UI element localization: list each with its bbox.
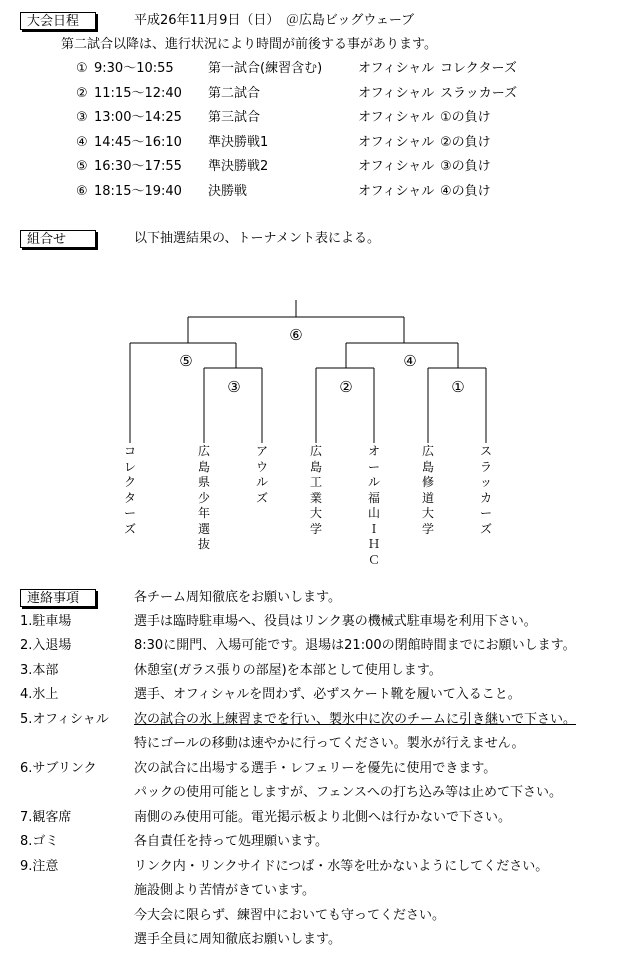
- game-label-5: ⑤: [179, 352, 193, 370]
- note-text: 特にゴールの移動は速やかに行ってください。製氷が行えません。: [134, 736, 525, 751]
- team-slackers: スラッカーズ: [479, 444, 492, 536]
- official-label: オフィシャル: [358, 110, 435, 125]
- match-time: 13:00～14:25: [94, 110, 182, 125]
- note-text: 今大会に限らず、練習中においても守ってください。: [134, 908, 445, 923]
- note-item-continued: [0, 906, 636, 926]
- match-number: ⑤: [76, 159, 88, 174]
- match-number: ⑥: [76, 184, 88, 199]
- date-venue: 平成26年11月9日（日） ＠広島ビッグウェーブ: [134, 13, 415, 28]
- note-number: 9.注意: [20, 859, 59, 874]
- note-item: [0, 808, 636, 828]
- official-label: オフィシャル: [358, 184, 435, 199]
- note-number: 3.本部: [20, 663, 59, 678]
- schedule-row: [76, 159, 596, 175]
- match-name: 決勝戦: [208, 184, 248, 199]
- schedule-row: [76, 184, 596, 200]
- official-label: オフィシャル: [358, 135, 435, 150]
- official-team: コレクターズ: [440, 61, 517, 76]
- note-text: 南側のみ使用可能。電光掲示板より北側へは行かないで下さい。: [134, 810, 512, 825]
- schedule-row: [76, 61, 596, 77]
- official-team: ④の負け: [440, 184, 491, 199]
- note-item: [0, 857, 636, 877]
- note-text: 選手全員に周知徹底お願いします。: [134, 932, 341, 947]
- game-label-3: ③: [227, 378, 241, 396]
- match-time: 9:30～10:55: [94, 61, 174, 76]
- match-time: 16:30～17:55: [94, 159, 182, 174]
- schedule-row: [76, 86, 596, 102]
- note-item: [0, 759, 636, 779]
- game-label-1: ①: [451, 378, 465, 396]
- official-team: スラッカーズ: [440, 86, 518, 101]
- note-item-continued: [0, 783, 636, 803]
- note-text: 施設側より苦情がきています。: [134, 883, 315, 898]
- note-item: [0, 710, 636, 730]
- match-number: ①: [76, 61, 88, 76]
- schedule-row: [76, 110, 596, 126]
- team-collectors: コレクターズ: [123, 444, 136, 536]
- schedule-notice: 第二試合以降は、進行状況により時間が前後する事があります。: [61, 37, 437, 52]
- note-text: 各自責任を持って処理願います。: [134, 834, 328, 849]
- notes-intro: 各チーム周知徹底をお願いします。: [134, 590, 341, 605]
- team-hiroshima-shudo: 広島修道大学: [421, 444, 434, 536]
- note-item: [0, 612, 636, 632]
- schedule-heading: 大会日程: [20, 12, 96, 30]
- team-all-fukuyama: オール福山ＩＨＣ: [367, 444, 380, 567]
- official-label: オフィシャル: [358, 86, 435, 101]
- note-text: パックの使用可能としますが、フェンスへの打ち込み等は止めて下さい。: [134, 785, 562, 800]
- team-hiroshima-tech: 広島工業大学: [309, 444, 322, 536]
- note-number: 8.ゴミ: [20, 834, 59, 849]
- note-text: リンク内・リンクサイドにつば・水等を吐かないようにしてください。: [134, 859, 549, 874]
- game-label-4: ④: [403, 352, 417, 370]
- official-team: ②の負け: [440, 135, 491, 150]
- notes-heading: 連絡事項: [20, 589, 96, 607]
- note-text: 選手は臨時駐車場へ、役員はリンク裏の機械式駐車場を利用下さい。: [134, 614, 537, 629]
- note-item: [0, 661, 636, 681]
- note-text: 休憩室(ガラス張りの部屋)を本部として使用します。: [134, 663, 442, 678]
- match-number: ②: [76, 86, 88, 101]
- note-number: 7.観客席: [20, 810, 72, 825]
- note-item: [0, 832, 636, 852]
- official-team: ③の負け: [440, 159, 491, 174]
- match-time: 18:15～19:40: [94, 184, 182, 199]
- note-text: 選手、オフィシャルを問わず、必ずスケート靴を履いて入ること。: [134, 687, 521, 702]
- note-item: [0, 685, 636, 705]
- match-time: 11:15～12:40: [94, 86, 182, 101]
- note-number: 5.オフィシャル: [20, 712, 109, 727]
- note-text: 8:30に開門、入場可能です。退場は21:00の閉館時間までにお願いします。: [134, 638, 576, 653]
- team-hiroshima-youth: 広島県少年選抜: [197, 444, 210, 551]
- note-item-continued: [0, 734, 636, 754]
- note-item: [0, 636, 636, 656]
- team-owls: アウルズ: [255, 444, 268, 505]
- match-name: 第三試合: [208, 110, 261, 125]
- tournament-bracket: [0, 295, 636, 445]
- official-label: オフィシャル: [358, 61, 435, 76]
- match-name: 準決勝戦1: [208, 135, 269, 150]
- note-number: 4.氷上: [20, 687, 59, 702]
- match-name: 第一試合(練習含む): [208, 61, 323, 76]
- match-number: ④: [76, 135, 88, 150]
- note-item-continued: [0, 881, 636, 901]
- schedule-row: [76, 135, 596, 151]
- note-item-continued: [0, 930, 636, 950]
- game-label-6: ⑥: [289, 326, 303, 344]
- match-number: ③: [76, 110, 88, 125]
- official-team: ①の負け: [440, 110, 491, 125]
- bracket-heading: 組合せ: [20, 230, 96, 248]
- match-time: 14:45～16:10: [94, 135, 182, 150]
- note-text: 次の試合の氷上練習までを行い、製氷中に次のチームに引き継いで下さい。: [134, 712, 577, 727]
- note-number: 1.駐車場: [20, 614, 72, 629]
- note-number: 2.入退場: [20, 638, 72, 653]
- bracket-description: 以下抽選結果の、トーナメント表による。: [134, 231, 380, 246]
- game-label-2: ②: [339, 378, 353, 396]
- note-number: 6.サブリンク: [20, 761, 97, 776]
- note-text: 次の試合に出場する選手・レフェリーを優先に使用できます。: [134, 761, 497, 776]
- match-name: 第二試合: [208, 86, 261, 101]
- match-name: 準決勝戦2: [208, 159, 269, 174]
- official-label: オフィシャル: [358, 159, 435, 174]
